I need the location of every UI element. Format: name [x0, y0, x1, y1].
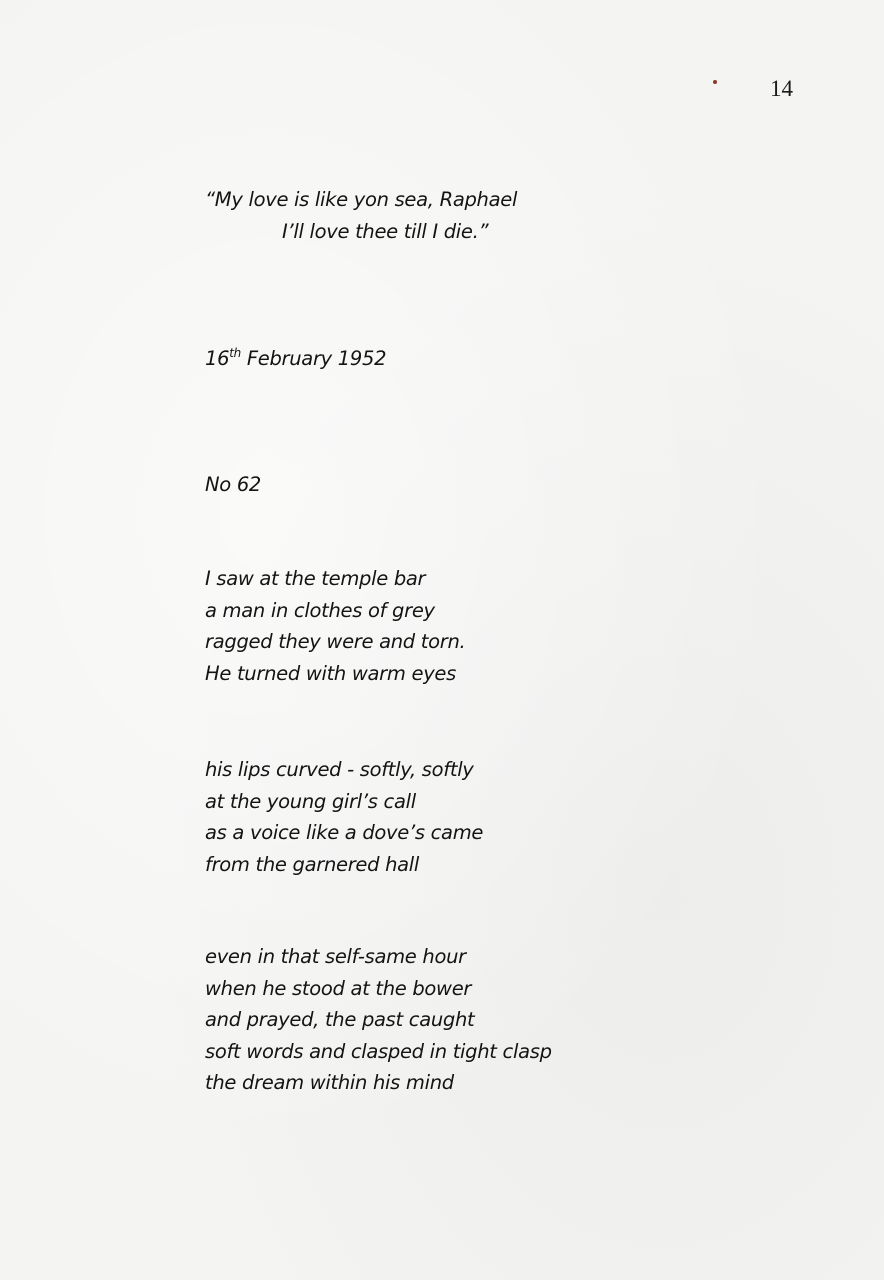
poem-line: when he stood at the bower	[205, 976, 472, 1000]
poem-line: ragged they were and torn.	[205, 630, 466, 653]
poem-line: a man in clothes of grey	[205, 598, 435, 622]
poem-line: at the young girl’s call	[205, 789, 416, 813]
stanza	[205, 754, 483, 880]
epigraph	[205, 184, 517, 247]
poem-number: No 62	[205, 473, 262, 496]
poem-line: his lips curved - softly, softly	[205, 758, 474, 781]
ink-speck	[713, 80, 717, 84]
poem-line: I saw at the temple bar	[205, 567, 426, 590]
poem-line: He turned with warm eyes	[205, 661, 456, 685]
poem-line: even in that self-same hour	[205, 945, 466, 968]
epigraph-line: I’ll love thee till I die.”	[282, 219, 489, 243]
date-suffix: th	[229, 345, 241, 360]
stanza	[205, 563, 465, 689]
epigraph-line: “My love is like yon sea, Raphael	[205, 188, 518, 211]
poem-line: from the garnered hall	[205, 852, 420, 876]
date-rest: February 1952	[240, 347, 387, 370]
poem-date	[205, 343, 386, 375]
stanza	[205, 941, 552, 1099]
page-number: 14	[770, 76, 793, 101]
date-day: 16	[205, 347, 230, 370]
poem-line: soft words and clasped in tight clasp	[205, 1039, 552, 1063]
poem-line: the dream within his mind	[205, 1071, 454, 1094]
poem-line: as a voice like a dove’s came	[205, 821, 484, 844]
poem-line: and prayed, the past caught	[205, 1008, 475, 1031]
